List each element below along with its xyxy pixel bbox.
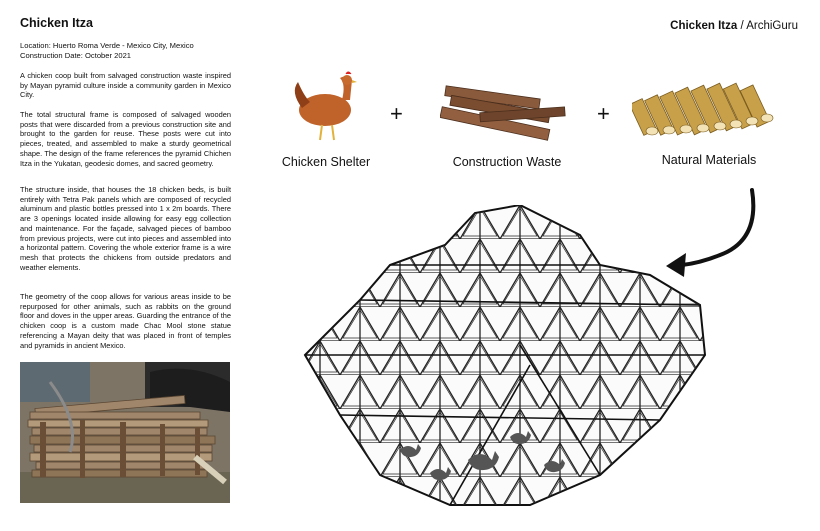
paragraph-frame: The total structural frame is composed of salvaged wooden posts that were discarded from a previous construction site and brought to the garden for reuse. These posts were cut into pieces, treated, and assembled to make a sturdy geometrical shape. The design of the frame references the pyramid Chichen Itza in the Yukatan, geodesic domes, and sacred geometry. xyxy=(20,110,231,168)
page-title: Chicken Itza xyxy=(20,16,93,30)
wood-pile-image xyxy=(20,362,230,503)
project-meta xyxy=(20,41,240,61)
chicken-coop-isometric-drawing xyxy=(300,205,760,515)
brand-name: ArchiGuru xyxy=(746,20,798,32)
chicken-hen-icon xyxy=(280,70,390,150)
bamboo-bundle-icon xyxy=(632,80,774,140)
construction-waste-icon xyxy=(440,82,570,144)
label-chicken-shelter: Chicken Shelter xyxy=(281,155,371,169)
brand-credit xyxy=(670,20,798,32)
label-natural-materials: Natural Materials xyxy=(661,153,757,167)
plus-sign-1: + xyxy=(390,101,403,126)
paragraph-intro: A chicken coop built from salvaged construction waste inspired by Mayan pyramid culture inside a community garden in Mexico City. xyxy=(20,71,231,100)
plus-sign-2: + xyxy=(597,101,610,126)
wood-pile-photo xyxy=(20,362,230,503)
brand-separator: / xyxy=(737,20,747,32)
label-construction-waste: Construction Waste xyxy=(452,155,562,169)
date-line: Construction Date: October 2021 xyxy=(20,51,132,60)
paragraph-geometry: The geometry of the coop allows for various areas inside to be repurposed for other animals, such as rabbits on the ground floor and doves in the upper areas. Guarding the entrance of the chicken coop is a custom made Chac Mool stone statue referencing a Mayan deity that was placed in front of temples and pyramids in ancient Mexico. xyxy=(20,292,231,350)
paragraph-structure: The structure inside, that houses the 18 chicken beds, is built entirely with Tetra Pak panels which are composed of recycled aluminum and plastic bottles pressed into 1 x 2m boards. There are 3 openings located inside allowing for easy egg collection and maintenance. For the façade, salvaged pieces of bamboo from previous projects, were cut into pieces and assembled into a horizontal pattern. Covering the whole exterior frame is a wire mesh that protects the chickens from outside predators and weather elements. xyxy=(20,185,231,272)
location-line: Location: Huerto Roma Verde - Mexico City, Mexico xyxy=(20,41,194,50)
brand-project: Chicken Itza xyxy=(670,20,738,32)
